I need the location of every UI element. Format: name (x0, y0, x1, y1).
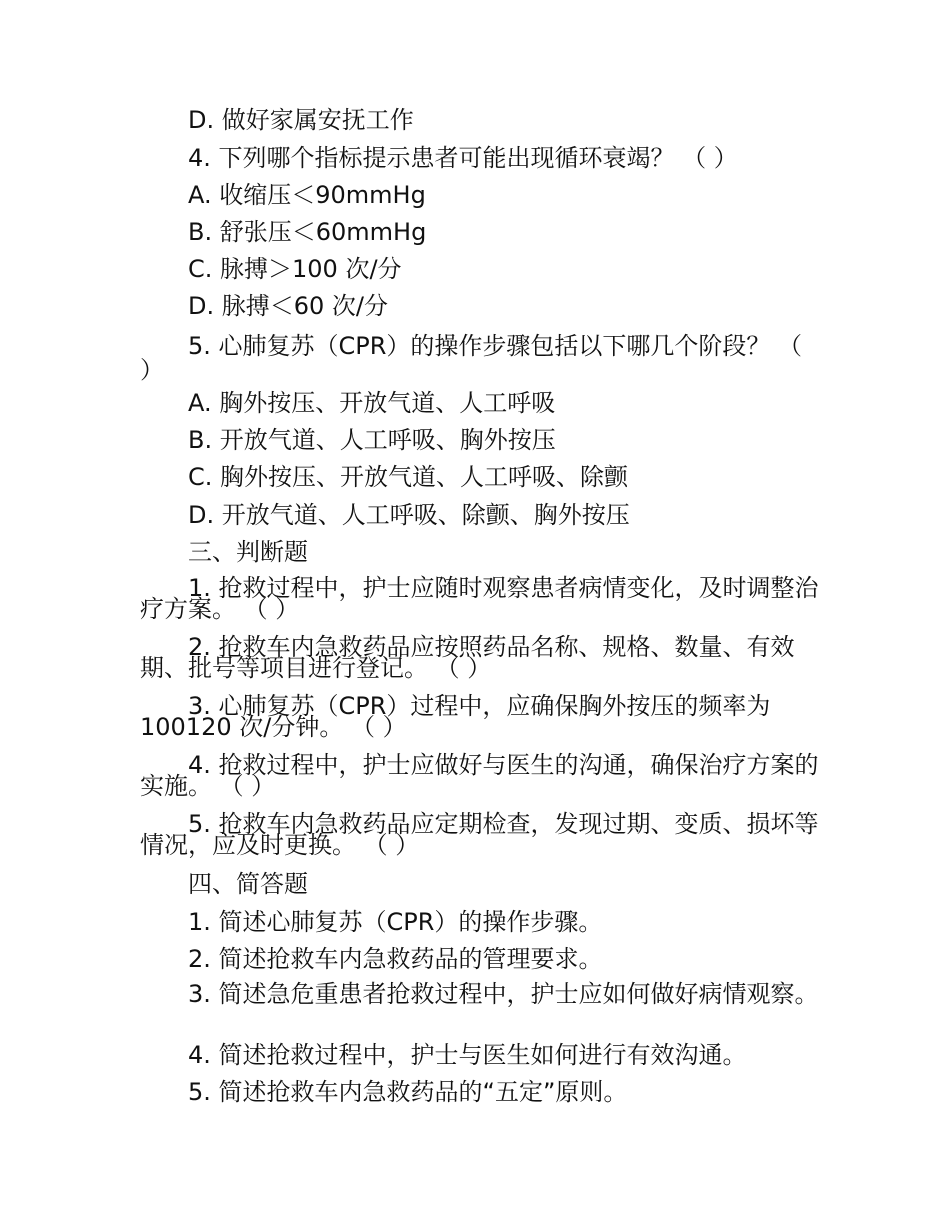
option-c-cpr: C. 胸外按压、开放气道、人工呼吸、除颤 (188, 463, 629, 491)
short-answer-item-4: 4. 简述抢救过程中，护士与医生如何进行有效沟通。 (188, 1041, 747, 1069)
section-heading-judgement: 三、判断题 (188, 538, 308, 566)
short-answer-item-1: 1. 简述心肺复苏（CPR）的操作步骤。 (188, 908, 603, 936)
section-heading-short-answer: 四、简答题 (188, 870, 308, 898)
short-answer-item-5: 5. 简述抢救车内急救药品的“五定”原则。 (188, 1078, 628, 1106)
option-d-family-comfort: D. 做好家属安抚工作 (188, 106, 414, 134)
judgement-item-5: 5. 抢救车内急救药品应定期检查，发现过期、变质、损坏等情况，应及时更换。 （ ） (140, 810, 819, 859)
judgement-item-3: 3. 心肺复苏（CPR）过程中，应确保胸外按压的频率为 100120 次/分钟。 （ ） (140, 692, 779, 741)
option-c-pulse-high: C. 脉搏＞100 次/分 (188, 255, 402, 283)
short-answer-item-2: 2. 简述抢救车内急救药品的管理要求。 (188, 945, 603, 973)
question-4: 4. 下列哪个指标提示患者可能出现循环衰竭？ （ ） (188, 144, 738, 172)
judgement-item-2: 2. 抢救车内急救药品应按照药品名称、规格、数量、有效期、批号等项目进行登记。 （ ） (140, 633, 795, 682)
judgement-item-4: 4. 抢救过程中，护士应做好与医生的沟通，确保治疗方案的实施。 （ ） (140, 751, 819, 800)
option-d-cpr: D. 开放气道、人工呼吸、除颤、胸外按压 (188, 501, 630, 529)
option-b-diastolic: B. 舒张压＜60mmHg (188, 218, 427, 246)
question-5: 5. 心肺复苏（CPR）的操作步骤包括以下哪几个阶段？ （ ） (140, 332, 810, 384)
option-a-cpr: A. 胸外按压、开放气道、人工呼吸 (188, 389, 556, 417)
option-b-cpr: B. 开放气道、人工呼吸、胸外按压 (188, 426, 556, 454)
short-answer-item-3: 3. 简述急危重患者抢救过程中，护士应如何做好病情观察。 (188, 980, 819, 1008)
option-d-pulse-low: D. 脉搏＜60 次/分 (188, 292, 388, 320)
judgement-item-1: 1. 抢救过程中，护士应随时观察患者病情变化，及时调整治疗方案。 （ ） (140, 574, 819, 623)
option-a-systolic: A. 收缩压＜90mmHg (188, 181, 426, 209)
